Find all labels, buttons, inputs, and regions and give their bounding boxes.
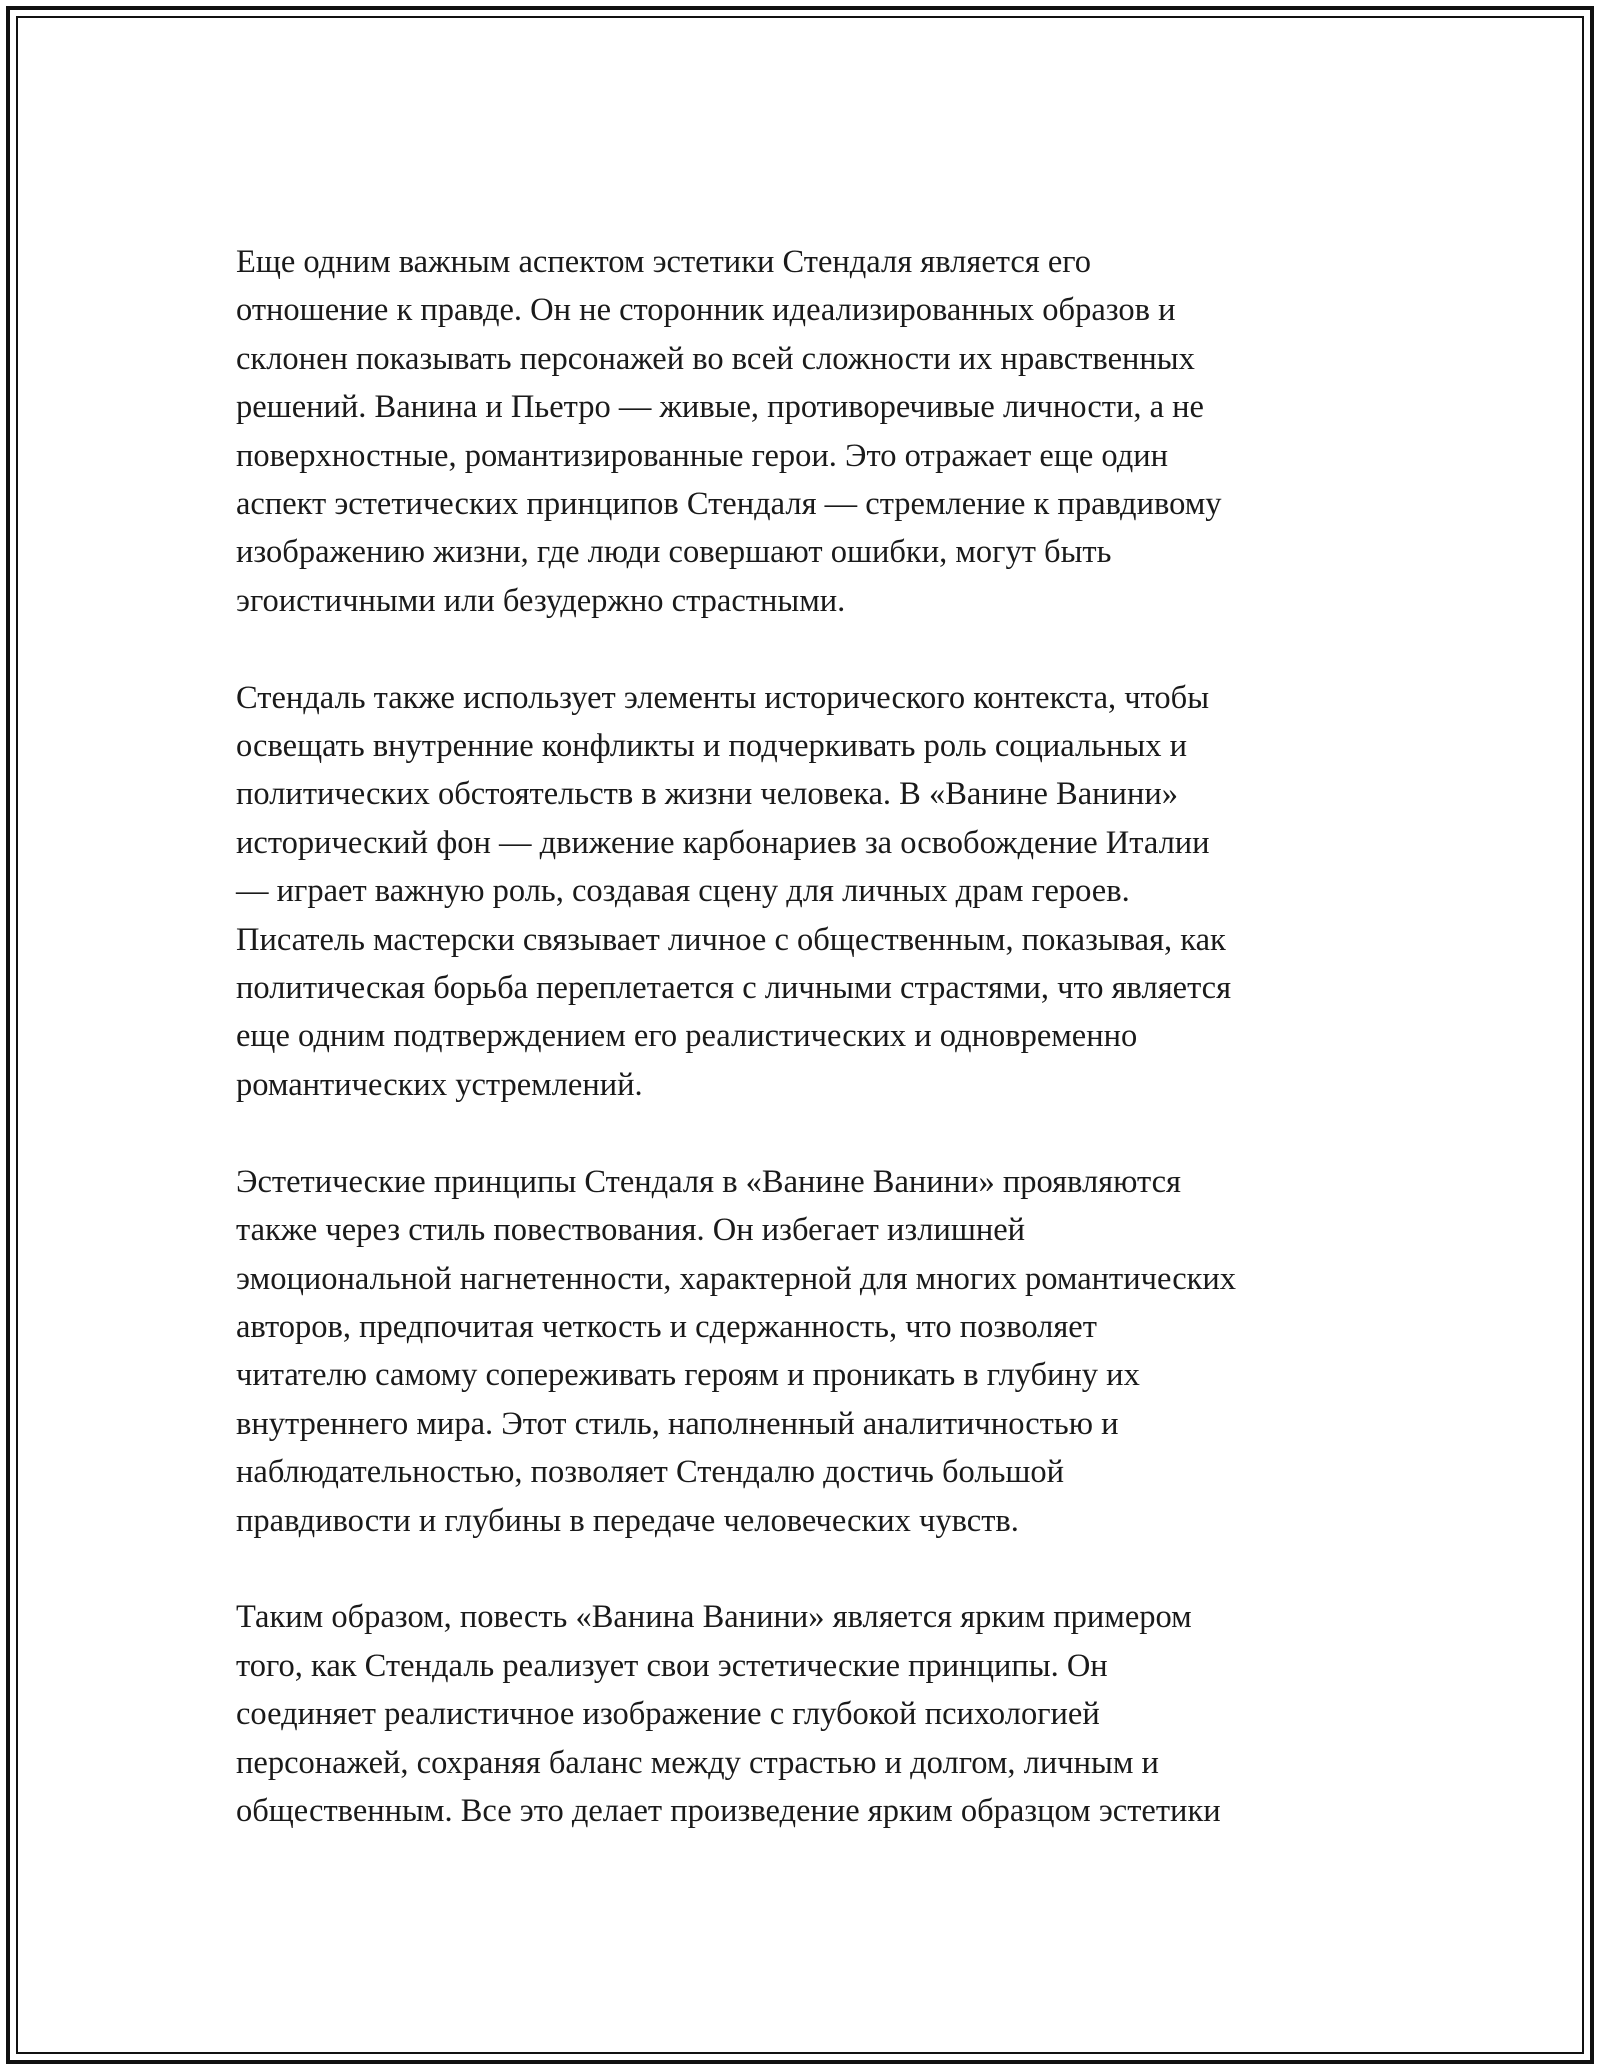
text-line: Стендаль также использует элементы исторического контекста, чтобы	[236, 679, 1210, 716]
paragraph-2	[236, 674, 1376, 1110]
text-line: правдивости и глубины в передаче человеческих чувств.	[236, 1502, 1019, 1539]
text-line: освещать внутренние конфликты и подчеркивать роль социальных и	[236, 728, 1188, 765]
text-line: еще одним подтверждением его реалистических и одновременно	[236, 1018, 1138, 1055]
paragraph-1	[236, 238, 1376, 625]
paragraph-3	[236, 1158, 1376, 1545]
document-body	[236, 238, 1376, 1884]
text-line: наблюдательностью, позволяет Стендалю достичь большой	[236, 1454, 1065, 1491]
text-line: Писатель мастерски связывает личное с общественным, показывая, как	[236, 921, 1226, 958]
text-line: изображению жизни, где люди совершают ошибки, могут быть	[236, 534, 1112, 571]
text-line: Таким образом, повесть «Ванина Ванини» является ярким примером	[236, 1599, 1192, 1636]
text-line: читателю самому сопереживать героям и проникать в глубину их	[236, 1357, 1140, 1394]
text-line: склонен показывать персонажей во всей сложности их нравственных	[236, 340, 1195, 377]
text-line: решений. Ванина и Пьетро — живые, противоречивые личности, а не	[236, 389, 1204, 426]
paragraph-4	[236, 1593, 1376, 1835]
text-line: Еще одним важным аспектом эстетики Стендаля является его	[236, 244, 1092, 280]
text-line: соединяет реалистичное изображение с глубокой психологией	[236, 1696, 1100, 1733]
text-line: отношение к правде. Он не сторонник идеализированных образов и	[236, 292, 1176, 329]
text-line: романтических устремлений.	[236, 1066, 643, 1103]
text-line: того, как Стендаль реализует свои эстетические принципы. Он	[236, 1647, 1108, 1684]
text-line: персонажей, сохраняя баланс между страстью и долгом, личным и	[236, 1744, 1159, 1781]
text-line: Эстетические принципы Стендаля в «Ванине Ванини» проявляются	[236, 1163, 1181, 1200]
text-line: исторический фон — движение карбонариев за освобождение Италии	[236, 824, 1210, 861]
text-line: эмоциональной нагнетенности, характерной для многих романтических	[236, 1260, 1237, 1297]
text-line: эгоистичными или безудержно страстными.	[236, 582, 846, 619]
text-line: — играет важную роль, создавая сцену для личных драм героев.	[236, 873, 1130, 910]
text-line: поверхностные, романтизированные герои. Это отражает еще один	[236, 437, 1169, 474]
text-line: аспект эстетических принципов Стендаля — стремление к правдивому	[236, 486, 1222, 523]
text-line: авторов, предпочитая четкость и сдержанность, что позволяет	[236, 1308, 1097, 1345]
text-line: внутреннего мира. Этот стиль, наполненный аналитичностью и	[236, 1405, 1119, 1442]
text-line: политических обстоятельств в жизни человека. В «Ванине Ванини»	[236, 776, 1178, 813]
text-line: политическая борьба переплетается с личными страстями, что является	[236, 970, 1232, 1007]
text-line: также через стиль повествования. Он избегает излишней	[236, 1212, 1026, 1249]
text-line: общественным. Все это делает произведение ярким образцом эстетики	[236, 1792, 1221, 1829]
